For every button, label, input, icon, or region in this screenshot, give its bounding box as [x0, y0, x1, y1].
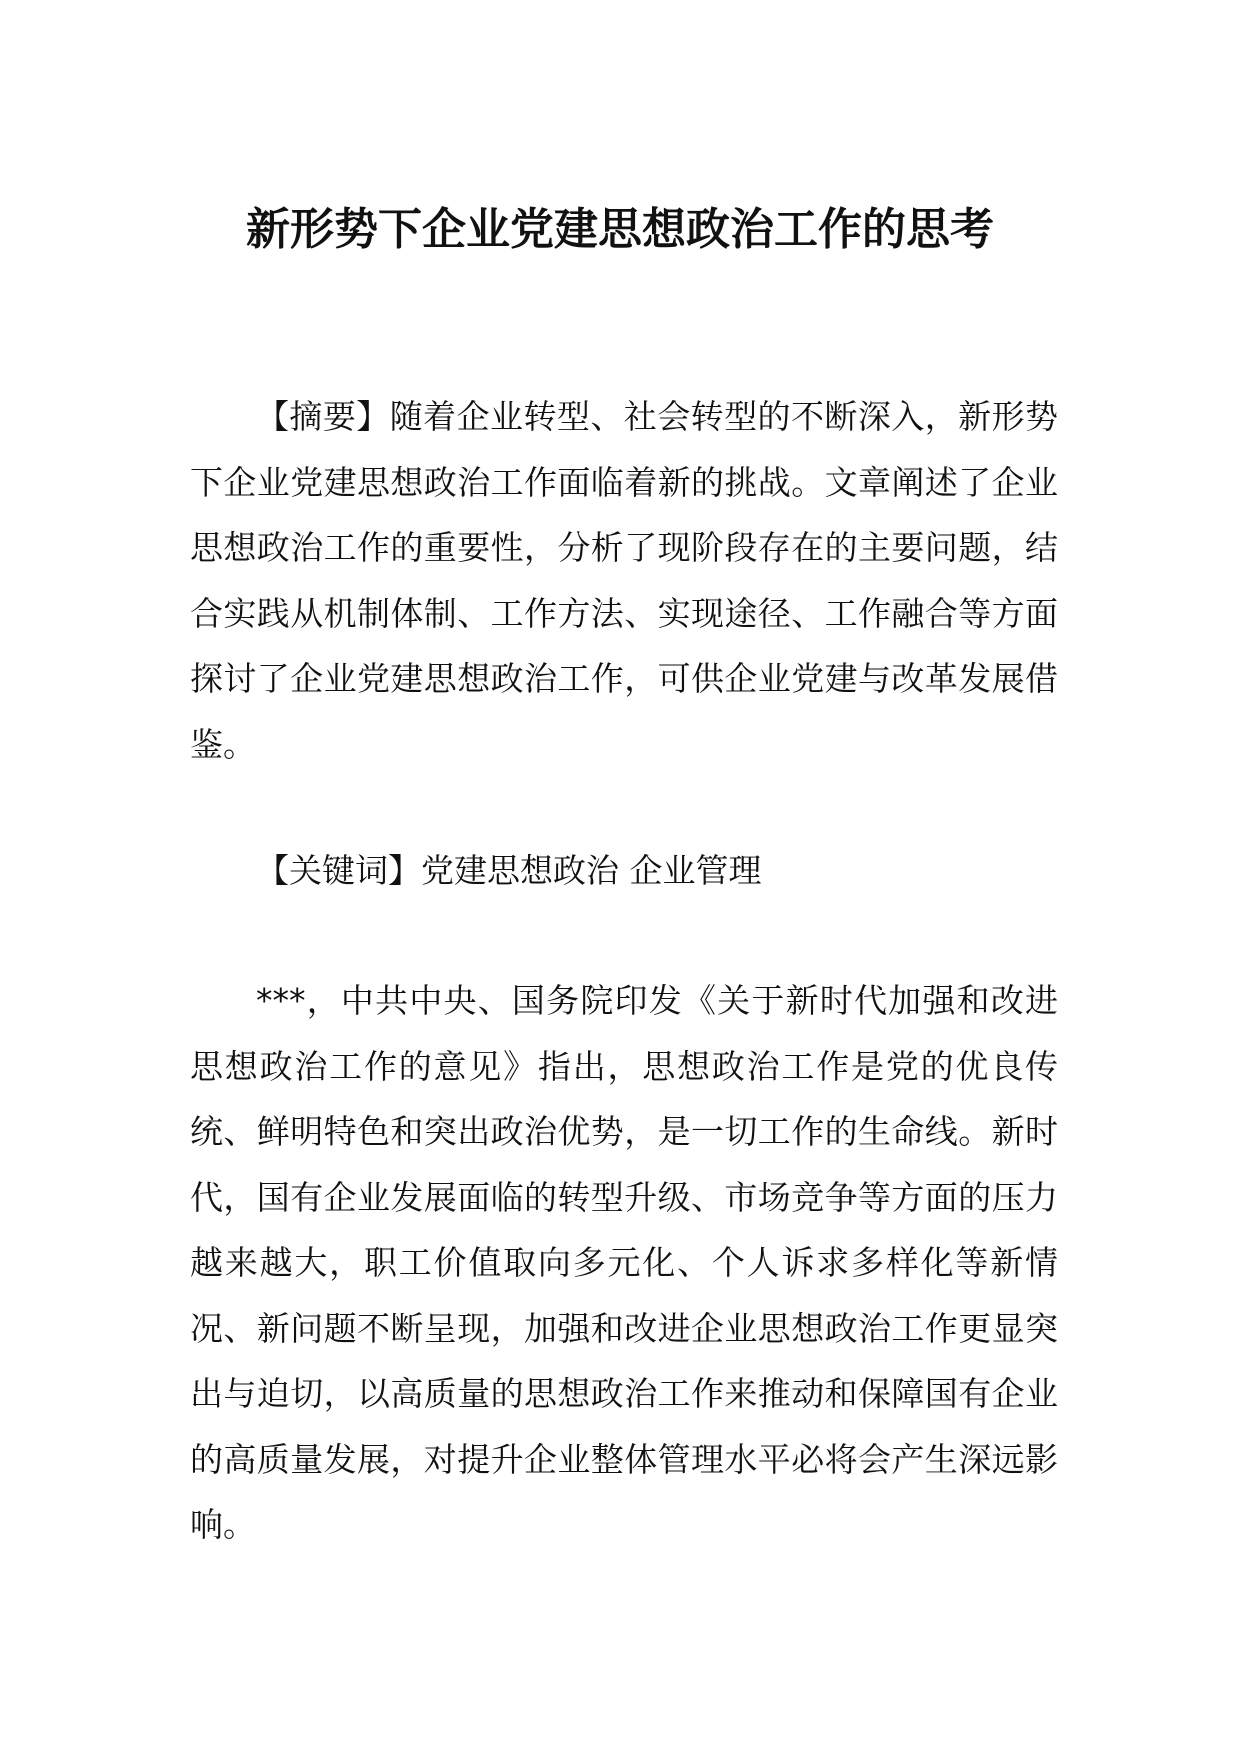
- keywords-paragraph: 【关键词】党建思想政治 企业管理: [256, 851, 762, 890]
- body-paragraph: ***，中共中央、国务院印发《关于新时代加强和改进思想政治工作的意见》指出，思想政治工作是党的优良传统、鲜明特色和突出政治优势，是一切工作的生命线。新时代，国有企业发展面临的转型升级、市场竞争等方面的压力越来越大，职工价值取向多元化、个人诉求多样化等新情况、新问题不断呈现，加强和改进企业思想政治工作更显突出与迫切，以高质量的思想政治工作来推动和保障国有企业的高质量发展，对提升企业整体管理水平必将会产生深远影响。: [190, 981, 1058, 1544]
- document-title: 新形势下企业党建思想政治工作的思考: [246, 204, 994, 255]
- abstract-paragraph: 【摘要】随着企业转型、社会转型的不断深入，新形势下企业党建思想政治工作面临着新的挑战。文章阐述了企业思想政治工作的重要性，分析了现阶段存在的主要问题，结合实践从机制体制、工作方法、实现途径、工作融合等方面探讨了企业党建思想政治工作，可供企业党建与改革发展借鉴。: [190, 397, 1058, 764]
